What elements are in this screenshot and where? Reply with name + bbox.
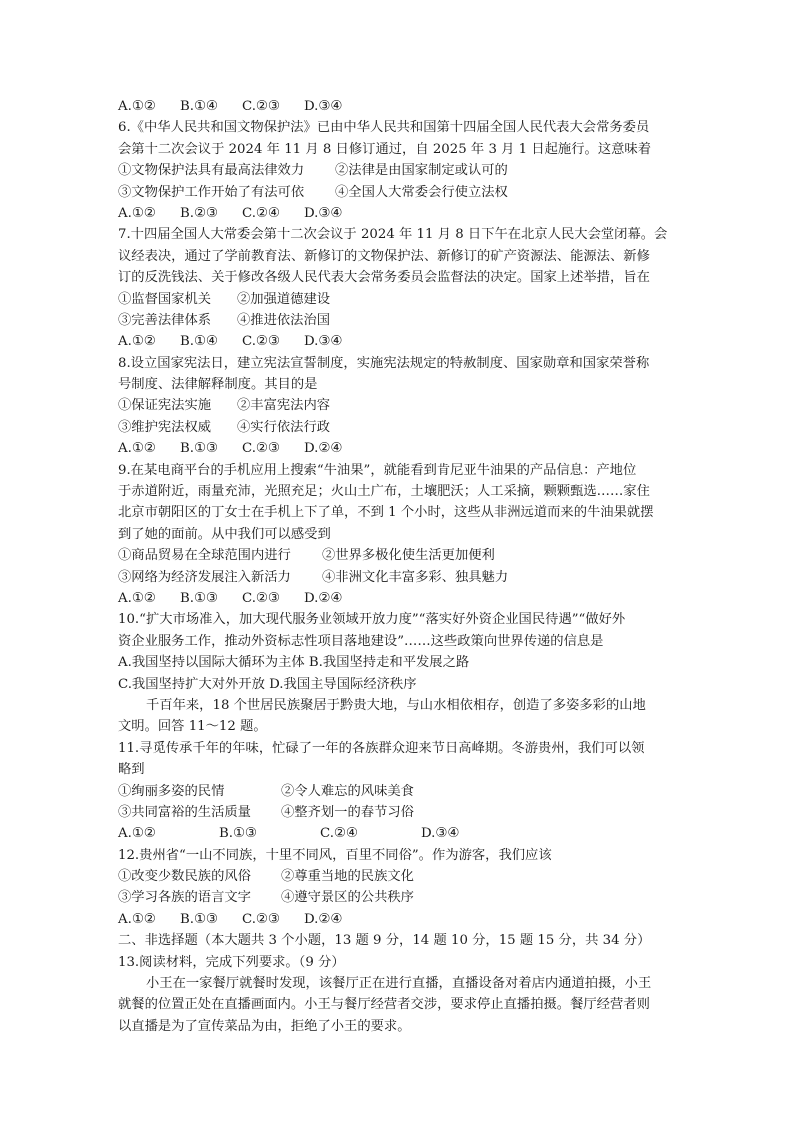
option-b: B.①④ — [180, 334, 218, 350]
question-6 — [118, 117, 678, 224]
statement-row — [118, 567, 678, 588]
statement-3: ③完善法律体系 — [118, 312, 212, 328]
statement-1: ①绚丽多姿的民情 — [118, 783, 225, 799]
material-line: 以直播是为了宣传菜品为由，拒绝了小王的要求。 — [118, 1018, 411, 1034]
question-stem-line: 北京市朝阳区的丁女士在手机上下了单，不到 1 个小时，这些从非洲远道而来的牛油果就摆 — [118, 505, 654, 521]
answer-options — [118, 909, 678, 930]
question-10 — [118, 609, 678, 695]
statement-1: ①保证宪法实施 — [118, 398, 212, 414]
statement-4: ④遵守景区的公共秩序 — [281, 890, 414, 906]
option-a: A.①② — [118, 590, 156, 606]
statement-3: ③共同富裕的生活质量 — [118, 804, 251, 820]
statement-4: ④全国人大常委会行使立法权 — [335, 184, 508, 200]
statement-2: ②尊重当地的民族文化 — [281, 869, 414, 885]
statement-1: ①监督国家机关 — [118, 291, 212, 307]
option-d: D.③④ — [304, 99, 343, 114]
statement-1: ①文物保护法具有最高法律效力 — [118, 163, 305, 179]
statement-4: ④整齐划一的春节习俗 — [281, 804, 414, 820]
statement-row — [118, 802, 678, 823]
option-d: D.②④ — [304, 911, 343, 927]
option-a: A.①② — [118, 334, 156, 350]
answer-options — [118, 588, 678, 609]
question-stem-line: 9.在某电商平台的手机应用上搜索“牛油果”，就能看到肯尼亚牛油果的产品信息：产地位 — [118, 462, 637, 478]
statement-row — [118, 417, 678, 438]
option-a: A.①② — [118, 826, 156, 842]
answer-choice-line: C.我国坚持扩大对外开放 D.我国主导国际经济秩序 — [118, 676, 417, 692]
option-b: B.①③ — [180, 441, 218, 457]
question-stem-line: 到了她的面前。从中我们可以感受到 — [118, 526, 331, 542]
option-c: C.②④ — [242, 205, 280, 221]
statement-2: ②法律是由国家制定或认可的 — [335, 163, 508, 179]
option-a: A.①② — [118, 99, 156, 114]
option-d: D.③④ — [304, 334, 343, 350]
question-stem-line: 资企业服务工作，推动外资标志性项目落地建设”……这些政策向世界传递的信息是 — [118, 633, 604, 649]
option-b: B.①③ — [180, 911, 218, 927]
option-b: B.①④ — [180, 99, 218, 114]
statement-row — [118, 545, 678, 566]
statement-1: ①商品贸易在全球范围内进行 — [118, 548, 291, 564]
question-8 — [118, 353, 678, 460]
question-stem-line: 于赤道附近，雨量充沛，光照充足；火山土广布，土壤肥沃；人工采摘，颗颗甄选……家住 — [118, 484, 650, 500]
option-b: B.①③ — [219, 826, 257, 842]
option-b: B.①③ — [180, 590, 218, 606]
exam-content — [118, 96, 678, 1037]
statement-4: ④实行依法行政 — [237, 419, 331, 435]
option-c: C.②③ — [242, 590, 280, 606]
statement-2: ②丰富宪法内容 — [237, 398, 331, 414]
statement-3: ③维护宪法权威 — [118, 419, 212, 435]
answer-choice-line: A.我国坚持以国际大循环为主体 B.我国坚持走和平发展之路 — [118, 655, 470, 671]
material-line: 就餐的位置正处在直播画面内。小王与餐厅经营者交涉，要求停止直播拍摄。餐厅经营者则 — [118, 997, 650, 1013]
option-c: C.②③ — [242, 911, 280, 927]
question-11 — [118, 738, 678, 845]
statement-4: ④推进依法治国 — [237, 312, 331, 328]
statement-2: ②加强道德建设 — [237, 291, 331, 307]
question-stem-line: 13.阅读材料，完成下列要求。（9 分） — [118, 954, 345, 970]
question-stem-line: 订的反洗钱法、关于修改各级人民代表大会常务委员会监督法的决定。国家上述举措，旨在 — [118, 270, 650, 286]
answer-options — [118, 823, 678, 844]
question-stem-line: 11.寻觅传承千年的年味，忙碌了一年的各族群众迎来节日高峰期。冬游贵州，我们可以领 — [118, 740, 645, 756]
question-stem-line: 10.“扩大市场准入，加大现代服务业领域开放力度”“落实好外资企业国民待遇”“做好外 — [118, 612, 626, 628]
statement-row — [118, 310, 678, 331]
statement-row — [118, 395, 678, 416]
option-d: D.②④ — [304, 590, 343, 606]
question-stem-line: 6.《中华人民共和国文物保护法》已由中华人民共和国第十四届全国人民代表大会常务委员 — [118, 120, 650, 136]
statement-row — [118, 160, 678, 181]
material-line: 小王在一家餐厅就餐时发现，该餐厅正在进行直播，直播设备对着店内通道拍摄，小王 — [146, 976, 652, 992]
answer-options — [118, 203, 678, 224]
statement-row — [118, 866, 678, 887]
option-c: C.②④ — [320, 826, 358, 842]
question-13 — [118, 952, 678, 1038]
question-stem-line: 号制度、法律解释制度。其目的是 — [118, 377, 318, 393]
statement-4: ④非洲文化丰富多彩、独具魅力 — [322, 569, 509, 585]
statement-3: ③学习各族的语言文字 — [118, 890, 251, 906]
question-stem-line: 议经表决，通过了学前教育法、新修订的文物保护法、新修订的矿产资源法、能源法、新修 — [118, 248, 650, 264]
q5-options — [118, 96, 678, 117]
question-7 — [118, 224, 678, 352]
question-12 — [118, 845, 678, 931]
statement-row — [118, 182, 678, 203]
option-a: A.①② — [118, 205, 156, 221]
statement-1: ①改变少数民族的风俗 — [118, 869, 251, 885]
option-c: C.②③ — [242, 334, 280, 350]
option-d: D.③④ — [304, 205, 343, 221]
statement-row — [118, 781, 678, 802]
option-d: D.②④ — [304, 441, 343, 457]
statement-3: ③文物保护工作开始了有法可依 — [118, 184, 305, 200]
statement-row — [118, 289, 678, 310]
question-stem-line: 略到 — [118, 762, 145, 778]
section-heading: 二、非选择题（本大题共 3 个小题，13 题 9 分，14 题 10 分，15 题 15 分，共 34 分） — [118, 933, 651, 949]
statement-row — [118, 887, 678, 908]
answer-options — [118, 331, 678, 352]
reading-passage — [118, 695, 678, 738]
question-stem-line: 12.贵州省“一山不同族，十里不同风，百里不同俗”。作为游客，我们应该 — [118, 847, 552, 863]
option-b: B.②③ — [180, 205, 218, 221]
option-d: D.③④ — [421, 826, 460, 842]
statement-2: ②世界多极化使生活更加便利 — [322, 548, 495, 564]
option-a: A.①② — [118, 441, 156, 457]
question-stem-line: 会第十二次会议于 2024 年 11 月 8 日修订通过，自 2025 年 3 月 1 日起施行。这意味着 — [118, 141, 652, 157]
statement-3: ③网络为经济发展注入新活力 — [118, 569, 291, 585]
option-c: C.②③ — [242, 441, 280, 457]
statement-2: ②令人难忘的风味美食 — [281, 783, 414, 799]
answer-options — [118, 438, 678, 459]
option-c: C.②③ — [242, 99, 280, 114]
passage-line: 千百年来，18 个世居民族聚居于黔贵大地，与山水相依相存，创造了多姿多彩的山地 — [146, 697, 646, 713]
passage-line: 文明。回答 11～12 题。 — [118, 719, 267, 735]
question-stem-line: 7.十四届全国人大常委会第十二次会议于 2024 年 11 月 8 日下午在北京人民大会堂闭幕。会 — [118, 227, 668, 243]
option-a: A.①② — [118, 911, 156, 927]
question-stem-line: 8.设立国家宪法日，建立宪法宣誓制度，实施宪法规定的特赦制度、国家勋章和国家荣誉称 — [118, 355, 650, 371]
question-9 — [118, 460, 678, 610]
